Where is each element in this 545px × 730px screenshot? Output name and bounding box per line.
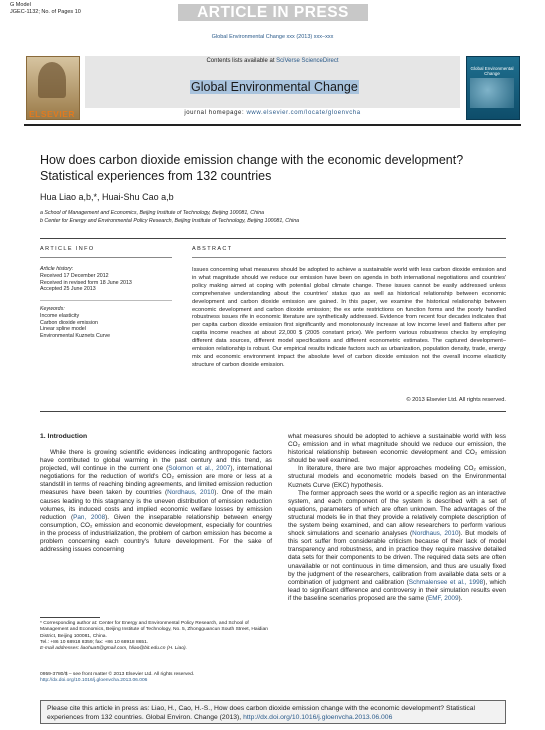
corresponding-text: * Corresponding author at: Center for Energy and Environmental Policy Research, and School of Management and Economics, Beijing Institute of Technology, No. 5, Zhongguancun South Street, Haidian District, Beijing 100081, China.	[40, 621, 268, 639]
abstract-copyright: © 2013 Elsevier Ltd. All rights reserved.	[406, 397, 506, 403]
intro-paragraph: The former approach sees the world or a specific region as an interactive system, and each component of the system is described with a set of equations, parameters of which are often unknown. The advantages of the structural models lie in that they provide a relatively complete description of the system being examined, and can allow researchers to perform various shock simulations and scenario analyses (Nordhaus, 2010). But models of this sort suffer from considerable criticism because of their lack of model transparency and robustness, and in practice they require massive detailed data sets for their components to be driven. The required data sets are often unavailable or not continuous in time dimension, and thus are usually fixed by the judgment of the researchers, calibration from available data sets or a combination of judgment and calibration (Schmalensee et al., 1998), which lead to significant difference and controversy in their simulation results even if the baseline scenarios proposed are the same (EMF, 2009).	[288, 489, 506, 602]
contents-band	[85, 56, 460, 67]
cover-globe-icon	[470, 78, 514, 108]
article-authors: Hua Liao a,b,*, Huai-Shu Cao a,b	[40, 192, 174, 202]
model-line-2: JGEC-1132; No. of Pages 10	[10, 9, 81, 15]
article-in-press-banner: ARTICLE IN PRESS	[178, 4, 368, 21]
revised-date: Received in revised form 18 June 2013	[40, 279, 132, 286]
cite-this-article-box	[40, 700, 506, 724]
intro-right-column	[288, 433, 506, 603]
article-info-heading: ARTICLE INFO	[40, 246, 95, 252]
issn-doi-note	[40, 672, 272, 684]
homepage-prefix: journal homepage:	[184, 110, 247, 116]
keyword-item: Environmental Kuznets Curve	[40, 333, 111, 340]
issn-text: 0959-3780/$ – see front matter © 2013 Elsevier Ltd. All rights reserved.	[40, 672, 195, 677]
keyword-item: Linear spline model	[40, 326, 86, 333]
abstract-text: Issues concerning what measures should be adopted to achieve a sustainable world with less carbon dioxide emission and in what magnitude should we reduce our emission have been on agenda in both international negotiations and countries' policy making aimed at coping with potential global climate change. These issues cannot be easily addressed unless comprehensive understanding about the countries' status quo as well as historical relationship between economic development and carbon dioxide emission are gained. In this paper, we examine the historical relationship between economic development and carbon dioxide emission; the ex ante restrictions on function forms and the poorly handled robustness issues rife in economic literature are synthetically addressed. Evidence from recent four decades indicates that per capita carbon dioxide emission first significantly and monotonously increase at low income level and flattens after per capita income reaches at about 22,000 $ (2005 constant price). We perform various robustness checks by employing different data sources, different model specifications and different econometric estimates. The captured development–emission relationship is robust. Our empirical results indicate factors such as urbanization, population density, trade, energy mix and economic environment impact the absolute level of carbon dioxide emission not the overall income elasticity structure of carbon dioxide emission.	[192, 267, 506, 368]
keyword-item: Income elasticity	[40, 312, 80, 319]
cite-box-doi-link[interactable]: http://dx.doi.org/10.1016/j.gloenvcha.2013.06.006	[243, 714, 393, 721]
citation-link[interactable]: Solomon et al., 2007	[168, 465, 231, 473]
keywords-rule	[40, 300, 172, 301]
journal-citation-line: Global Environmental Change xxx (2013) xxx–xxx	[211, 34, 334, 40]
info-divider-top	[40, 238, 506, 239]
contents-prefix: Contents lists available at	[206, 58, 277, 64]
article-title: How does carbon dioxide emission change with the economic development? Statistical experiences from 132 countries	[40, 153, 464, 183]
citation-link[interactable]: Nordhaus, 2010	[167, 489, 215, 497]
journal-homepage	[85, 110, 460, 116]
footnote-divider	[40, 617, 100, 618]
abstract-divider-bottom	[40, 411, 506, 412]
citation-link[interactable]: Schmalensee et al., 1998	[408, 578, 484, 586]
affiliation-b: b Center for Energy and Environmental Policy Research, Beijing Institute of Technology, Beijing 100081, China	[40, 218, 300, 224]
section-heading-introduction: 1. Introduction	[40, 433, 88, 440]
keywords-label: Keywords:	[40, 306, 65, 312]
article-history	[40, 266, 172, 293]
article-model-id	[10, 2, 81, 16]
elsevier-tree-icon	[38, 62, 66, 98]
intro-left-column	[40, 449, 272, 554]
abstract-heading: ABSTRACT	[192, 246, 233, 252]
intro-paragraph: In literature, there are two major approaches modeling CO₂ emission, structural models and econometric models based on the Environmental Kuznets Curve (EKC) hypothesis.	[288, 465, 506, 489]
sciencedirect-link[interactable]: SciVerse ScienceDirect	[276, 58, 339, 64]
abstract-rule	[192, 257, 506, 258]
publisher-name: ELSEVIER	[28, 109, 76, 119]
citation-link[interactable]: Nordhaus, 2010	[412, 530, 459, 538]
intro-paragraph: While there is growing scientific evidences indicating anthropogenic factors have contributed to global warming in the past century and this trend, as projected, will continue in the current one (Solomon et al., 2007), international negotiations for the reduction of world's CO₂ emission are more or less at a standstill in terms of reaching binding agreements, and limited emission reduction measures have been taken by countries (Nordhaus, 2010). One of the main causes leading to this stagnancy is the uneven distribution of emission reduction volumes, its induced costs and implied economic welfare losses by emission reduction (Pan, 2008). Given the inseparable relationship between energy consumption, CO₂ emission and economic development, especially for countries in the process of industrialization, the problem of carbon emission has become a problem concerning each country's future development. For the sake of addressing issues concerning	[40, 449, 273, 554]
history-label: Article history:	[40, 266, 74, 272]
info-rule	[40, 257, 172, 258]
received-date: Received 17 December 2012	[40, 272, 109, 279]
cover-title: Global Environmental Change	[470, 66, 514, 76]
journal-title: Global Environmental Change	[191, 80, 358, 94]
email-text: E-mail addresses: liaohua5@gmail.com, hliao@bit.edu.cn (H. Liao).	[40, 646, 187, 652]
keyword-item: Carbon dioxide emission	[40, 319, 99, 326]
intro-paragraph: what measures should be adopted to achieve a sustainable world with less CO₂ emission and in what magnitude should we reduce our emission, the historical relationship between economic development and CO₂ emission should be well examined.	[288, 433, 506, 465]
header-divider	[24, 124, 521, 126]
cite-box-text: Please cite this article in press as: Liao, H., Cao, H.-S., How does carbon dioxide emission change with the economic development? Statistical experiences from 132 countries. Global Environ. Change (2013),	[47, 705, 476, 721]
citation-link[interactable]: EMF, 2009	[427, 594, 459, 602]
accepted-date: Accepted 25 June 2013	[40, 286, 96, 293]
homepage-link[interactable]: www.elsevier.com/locate/gloenvcha	[246, 110, 361, 116]
affiliation-a: a School of Management and Economics, Beijing Institute of Technology, Beijing 100081, China	[40, 210, 265, 216]
citation-link[interactable]: Pan, 2008	[73, 513, 106, 521]
model-line-1: G Model	[10, 2, 31, 8]
tel-text: Tel.: +86 10 68918 8359; fax: +86 10 68918 8651.	[40, 639, 149, 645]
corresponding-author-note	[40, 621, 272, 652]
doi-link[interactable]: http://dx.doi.org/10.1016/j.gloenvcha.2013.06.006	[40, 678, 148, 684]
keywords-block	[40, 306, 172, 340]
